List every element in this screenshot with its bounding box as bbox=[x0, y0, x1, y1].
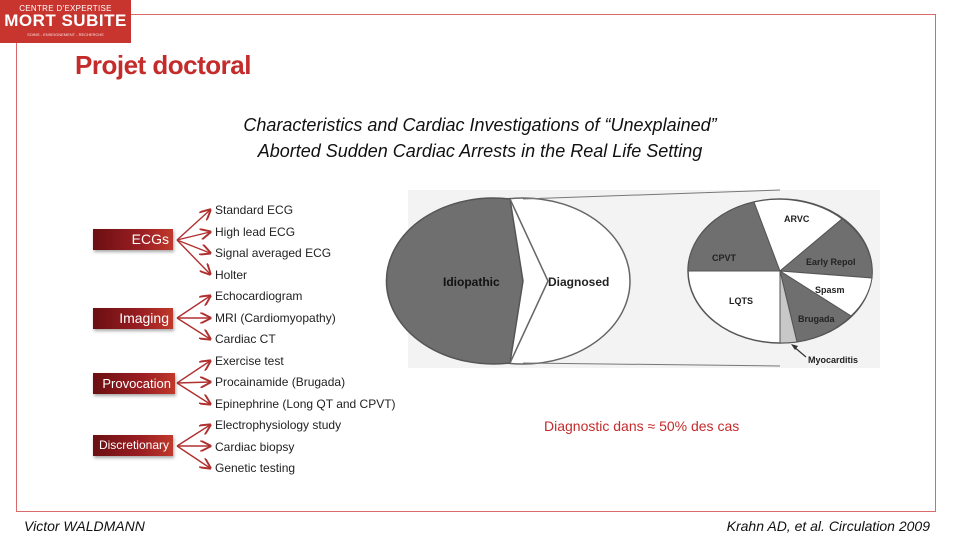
category-ecgs: ECGs bbox=[93, 229, 173, 250]
footer-author: Victor WALDMANN bbox=[24, 518, 145, 534]
page-title: Projet doctoral bbox=[75, 50, 251, 80]
label-myocarditis: Myocarditis bbox=[808, 355, 859, 365]
investigation-item: Procainamide (Brugada) bbox=[215, 375, 346, 389]
investigation-item: Holter bbox=[215, 268, 248, 282]
logo-line1: CENTRE D'EXPERTISE bbox=[19, 4, 112, 13]
label-early-repol: Early Repol bbox=[806, 257, 856, 267]
logo-line3: SOINS - ENSEIGNEMENT - RECHERCHE bbox=[27, 32, 104, 37]
investigation-item: MRI (Cardiomyopathy) bbox=[215, 311, 336, 325]
label-cpvt: CPVT bbox=[712, 253, 737, 263]
investigation-item: Standard ECG bbox=[215, 203, 294, 217]
category-provocation: Provocation bbox=[93, 373, 175, 394]
investigation-item: Cardiac CT bbox=[215, 332, 276, 346]
subtitle-line1: Characteristics and Cardiac Investigations of “Unexplained” bbox=[243, 115, 717, 135]
investigation-item: Echocardiogram bbox=[215, 289, 303, 303]
category-discretionary: Discretionary bbox=[93, 435, 173, 456]
category-imaging: Imaging bbox=[93, 308, 173, 329]
investigation-item: Signal averaged ECG bbox=[215, 246, 332, 260]
investigation-item: Epinephrine (Long QT and CPVT) bbox=[215, 397, 396, 411]
label-arvc: ARVC bbox=[784, 214, 810, 224]
label-diagnosed: Diagnosed bbox=[548, 275, 610, 289]
label-idiopathic: Idiopathic bbox=[443, 275, 500, 289]
investigation-item: Cardiac biopsy bbox=[215, 440, 295, 454]
investigation-item: Genetic testing bbox=[215, 461, 296, 475]
logo-line2: MORT SUBITE bbox=[4, 11, 127, 30]
subtitle-line2: Aborted Sudden Cardiac Arrests in the Real Life Setting bbox=[257, 141, 703, 161]
label-lqts: LQTS bbox=[729, 296, 753, 306]
diagnostic-note: Diagnostic dans ≈ 50% des cas bbox=[544, 418, 740, 434]
investigation-item: High lead ECG bbox=[215, 225, 296, 239]
footer-reference: Krahn AD, et al. Circulation 2009 bbox=[726, 518, 930, 534]
investigation-item: Exercise test bbox=[215, 354, 284, 368]
label-brugada: Brugada bbox=[798, 314, 835, 324]
label-spasm: Spasm bbox=[815, 285, 845, 295]
investigation-item: Electrophysiology study bbox=[215, 418, 342, 432]
